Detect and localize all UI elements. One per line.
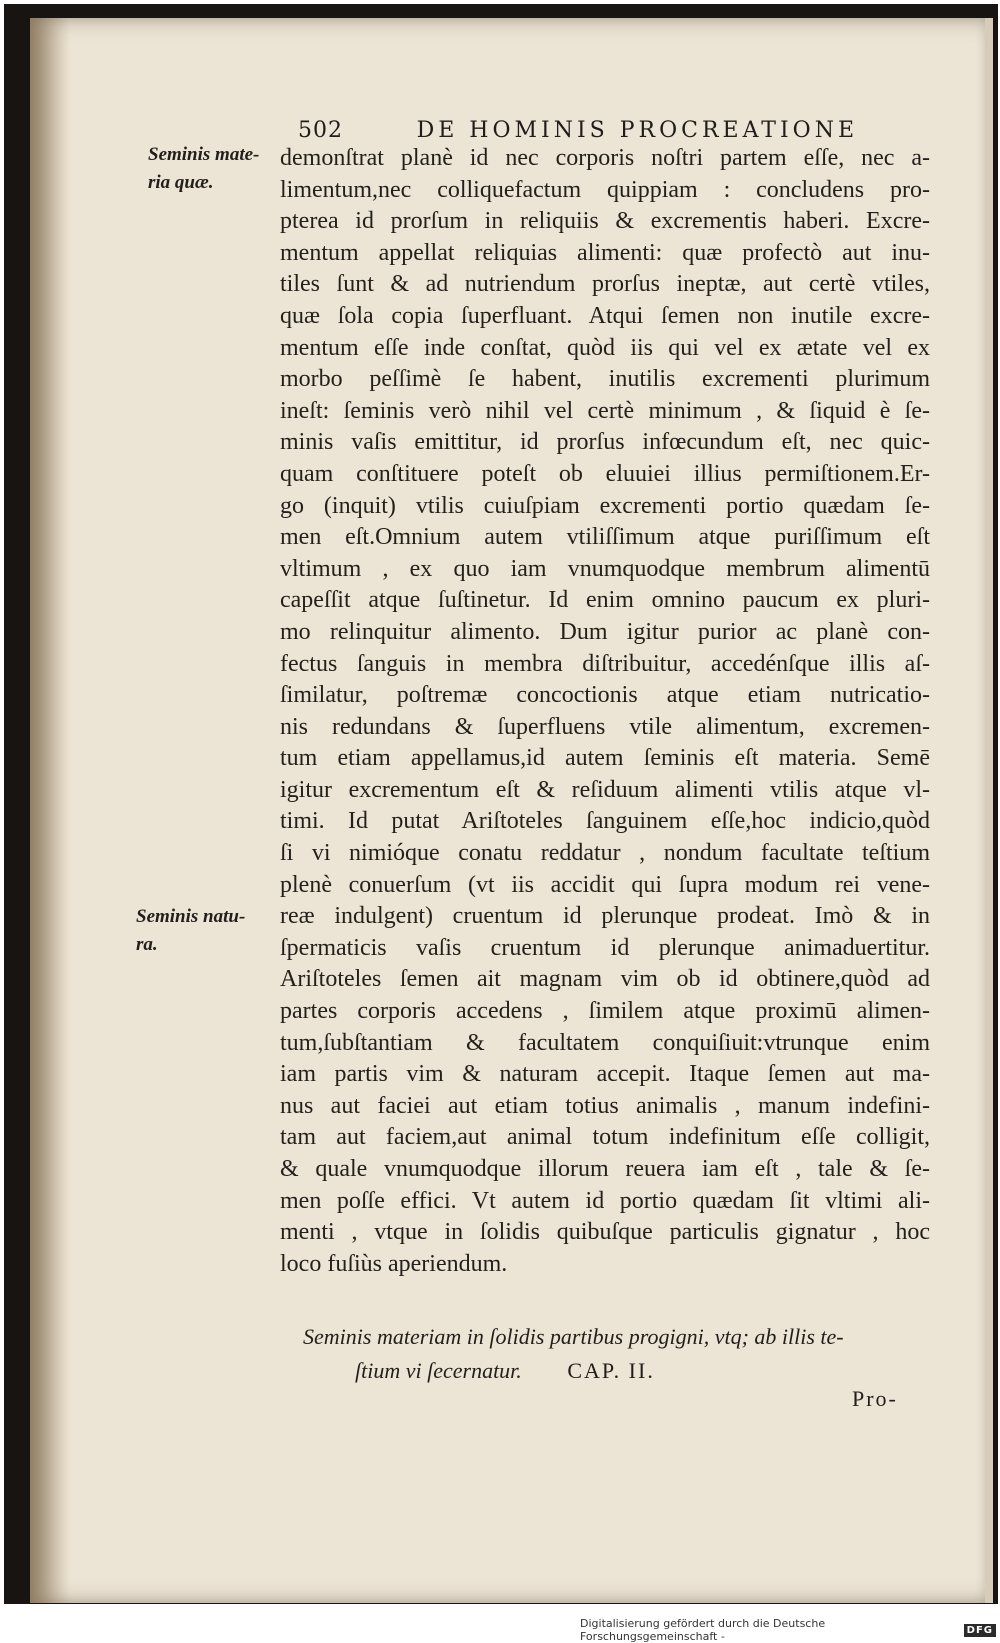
text-line: vltimum , ex quo iam vnumquodque membrum alimentū [280, 555, 930, 582]
text-line: mo relinquitur alimento. Dum igitur purior ac planè con- [280, 618, 930, 645]
margin-note-seminis-materia [148, 141, 259, 197]
margin-note-seminis-natura [136, 903, 245, 959]
text-line: plenè conuerſum (vt iis accidit qui ſupra modum rei vene- [280, 871, 930, 898]
text-line: nis redundans & ſuperfluens vtile alimentum, excremen- [280, 713, 930, 740]
chapter-heading-text: ſtium vi ſecernatur. [355, 1358, 522, 1383]
text-line: menti , vtque in ſolidis quibuſque particulis gignatur , hoc [280, 1219, 930, 1246]
margin-note-line: ria quæ. [148, 172, 214, 193]
text-line: pterea id prorſum in reliquiis & excrementis haberi. Excre- [280, 208, 930, 235]
page-gutter-shadow [30, 18, 70, 1603]
text-line: tum,ſubſtantiam & facultatem conquiſiuit:vtrunque enim [280, 1029, 930, 1056]
text-line: quæ ſola copia ſuperfluant. Atqui ſemen non inutile excre- [280, 302, 930, 329]
margin-note-line: Seminis natu- [136, 906, 246, 927]
dfg-logo: DFG [964, 1624, 996, 1637]
text-line: Ariſtoteles ſemen ait magnam vim ob id obtinere,quòd ad [280, 966, 930, 993]
chapter-heading-line [303, 1354, 913, 1388]
text-line: iam partis vim & naturam accepit. Itaque ſemen aut ma- [280, 1061, 930, 1088]
margin-note-line: Seminis mate- [148, 144, 260, 165]
text-line: tam aut faciem,aut animal totum indefinitum eſſe colligit, [280, 1124, 930, 1151]
text-line: & quale vnumquodque illorum reuera iam eſt , tale & ſe- [280, 1156, 930, 1182]
text-line: fectus ſanguis in membra diſtribuitur, accedénſque illis aſ- [280, 650, 930, 677]
digitization-footer [580, 1617, 996, 1643]
text-line: men eſt.Omnium autem vtiliſſimum atque puriſſimum eſt [280, 524, 930, 551]
running-title: DE HOMINIS PROCREATIONE [416, 118, 858, 143]
text-line: ineſt: ſeminis verò nihil vel certè minimum , & ſiquid è ſe- [280, 397, 930, 424]
text-line: ſpermaticis vaſis cruentum id plerunque animaduertitur. [280, 934, 930, 961]
text-line: timi. Id putat Ariſtoteles ſanguinem eſſe,hoc indicio,quòd [280, 808, 930, 835]
text-line: men poſſe effici. Vt autem id portio quædam ſit vltimi ali- [280, 1187, 930, 1214]
text-line: reæ indulgent) cruentum id plerunque prodeat. Imò & in [280, 903, 930, 930]
running-head [298, 118, 858, 143]
page-edge [985, 18, 993, 1603]
text-line: mentum eſſe inde conſtat, quòd iis qui vel ex ætate vel ex [280, 334, 930, 361]
text-line: loco fuſiùs aperiendum. [280, 1250, 508, 1277]
catchword: Pro- [852, 1386, 898, 1411]
page-number: 502 [298, 118, 343, 143]
text-line: limentum,nec colliquefactum quippiam : concludens pro- [280, 176, 930, 203]
chapter-number: CAP. II. [567, 1358, 655, 1383]
text-line: capeſſit atque ſuſtinetur. Id enim omnino paucum ex pluri- [280, 587, 930, 614]
text-line: nus aut faciei aut etiam totius animalis , manum indefini- [280, 1092, 930, 1119]
text-line: mentum appellat reliquias alimenti: quæ profectò aut inu- [280, 239, 930, 266]
funding-credit: Digitalisierung gefördert durch die Deutsche Forschungsgemeinschaft - [580, 1617, 826, 1643]
text-line: partes corporis accedens , ſimilem atque proximū alimen- [280, 998, 930, 1025]
text-line: ſi vi nimióque conatu reddatur , nondum facultate teſtium [280, 840, 930, 867]
text-line: tum etiam appellamus,id autem ſeminis eſt materia. Semē [280, 745, 930, 772]
text-line: quam conſtituere poteſt ob eluuiei illius permiſtionem.Er- [280, 460, 930, 487]
body-text [280, 143, 930, 1280]
text-line: ſimilatur, poſtremæ concoctionis atque etiam nutricatio- [280, 682, 930, 709]
chapter-heading-line: Seminis materiam in ſolidis partibus progigni, vtq; ab illis te- [303, 1324, 844, 1349]
text-line: go (inquit) vtilis cuiuſpiam excrementi portio quædam ſe- [280, 492, 930, 519]
margin-note-line: ra. [136, 934, 158, 955]
text-line: igitur excrementum eſt & reſiduum alimenti vtilis atque vl- [280, 776, 930, 803]
chapter-heading [303, 1320, 913, 1388]
text-line: demonſtrat planè id nec corporis noſtri partem eſſe, nec a- [280, 145, 930, 171]
text-line: morbo peſſimè ſe habent, inutilis excrementi plurimum [280, 366, 930, 393]
text-line: tiles ſunt & ad nutriendum prorſus ineptæ, aut certè vtiles, [280, 271, 930, 298]
text-line: minis vaſis emittitur, id prorſus infœcundum eſt, nec quic- [280, 429, 930, 456]
